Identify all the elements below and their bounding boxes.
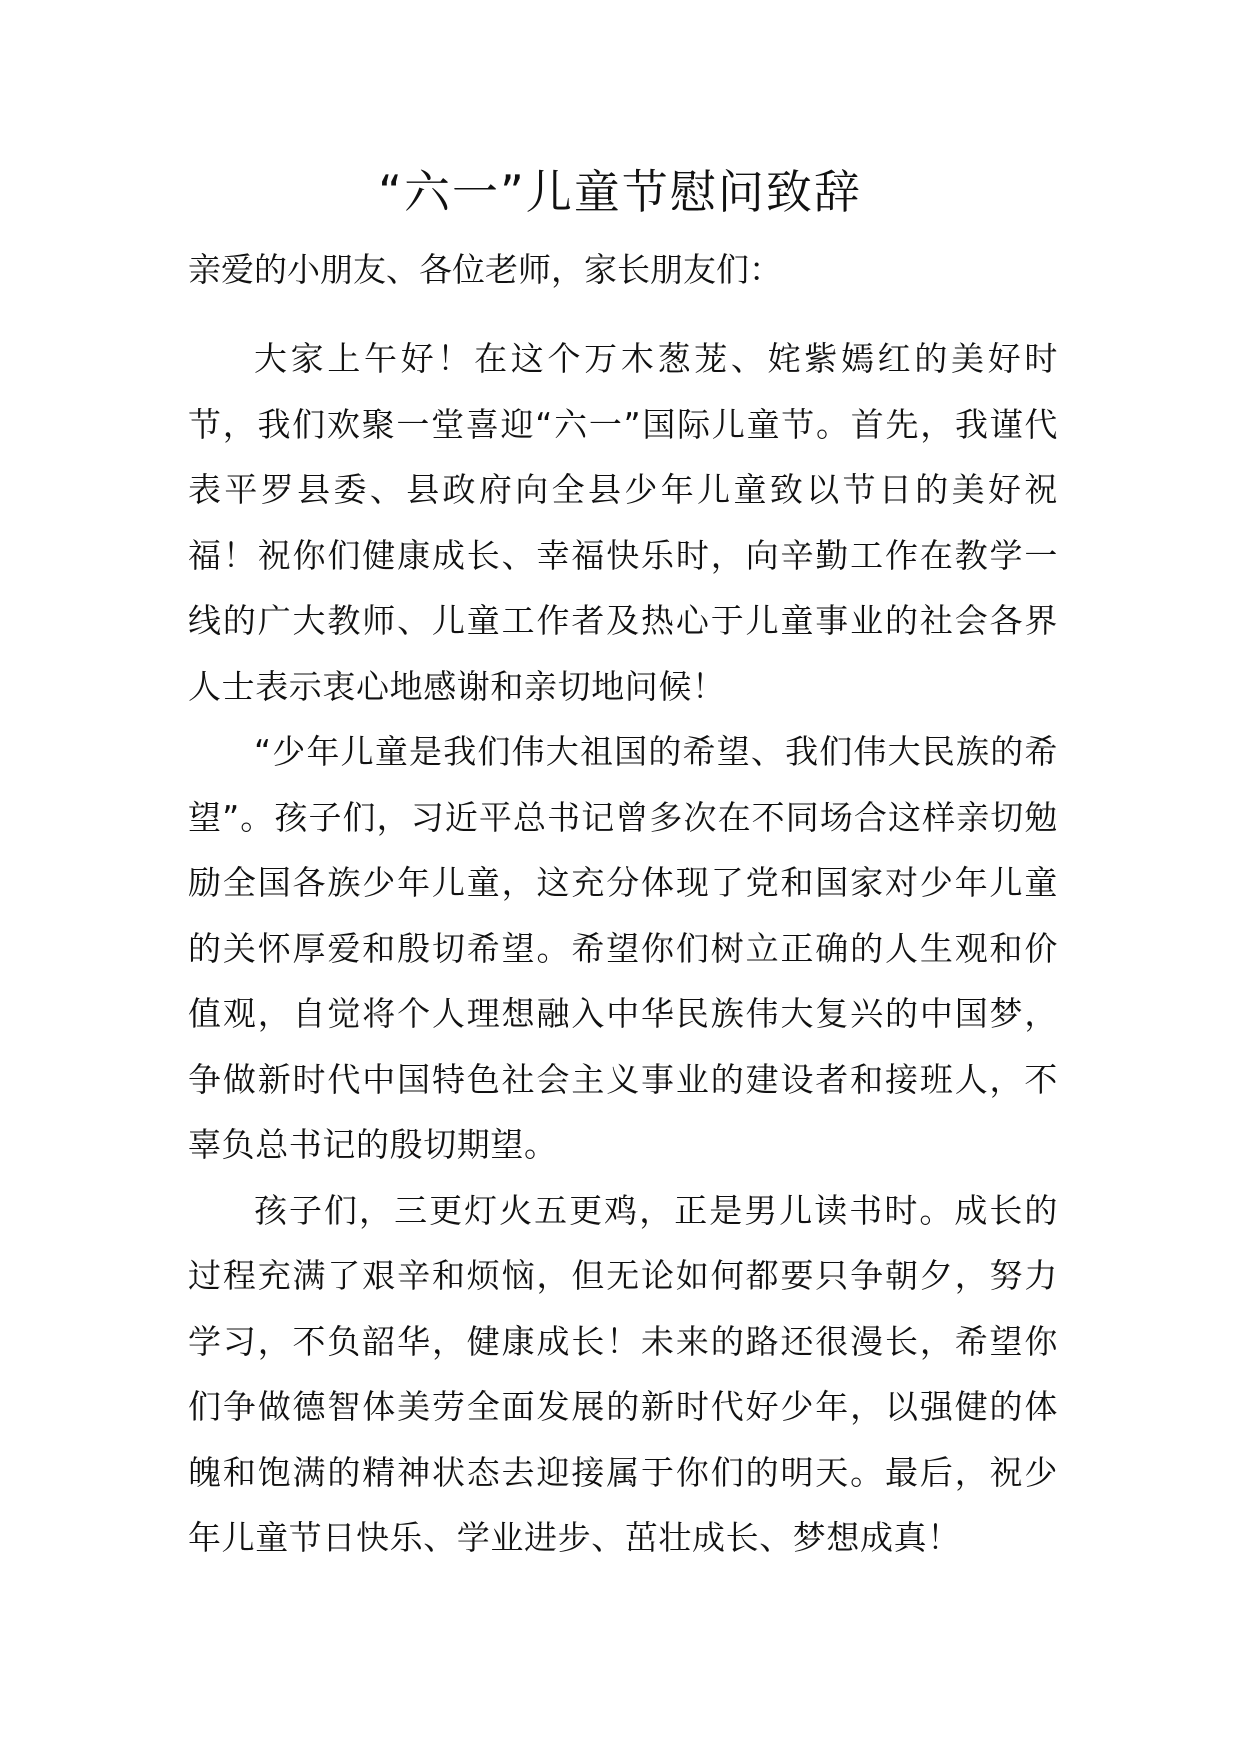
document-body xyxy=(188,240,1058,1571)
salutation: 亲爱的小朋友、各位老师，家长朋友们： xyxy=(188,250,782,289)
paragraph-hope: “少年儿童是我们伟大祖国的希望、我们伟大民族的希望”。孩子们，习近平总书记曾多次在不同场合这样亲切勉励全国各族少年儿童，这充分体现了党和国家对少年儿童的关怀厚爱和殷切希望。希望你们树立正确的人生观和价值观，自觉将个人理想融入中华民族伟大复兴的中国梦，争做新时代中国特色社会主义事业的建设者和接班人，不辜负总书记的殷切期望。 xyxy=(188,732,1058,1164)
document-title: “六一”儿童节慰问致辞 xyxy=(378,165,862,219)
paragraph-greeting: 大家上午好！在这个万木葱茏、姹紫嫣红的美好时节，我们欢聚一堂喜迎“六一”国际儿童节。首先，我谨代表平罗县委、县政府向全县少年儿童致以节日的美好祝福！祝你们健康成长、幸福快乐时，向辛勤工作在教学一线的广大教师、儿童工作者及热心于儿童事业的社会各界人士表示衷心地感谢和亲切地问候！ xyxy=(188,339,1058,706)
paragraph-encouragement: 孩子们，三更灯火五更鸡，正是男儿读书时。成长的过程充满了艰辛和烦恼，但无论如何都要只争朝夕，努力学习，不负韶华，健康成长！未来的路还很漫长，希望你们争做德智体美劳全面发展的新时代好少年，以强健的体魄和饱满的精神状态去迎接属于你们的明天。最后，祝少年儿童节日快乐、学业进步、茁壮成长、梦想成真！ xyxy=(188,1190,1058,1557)
